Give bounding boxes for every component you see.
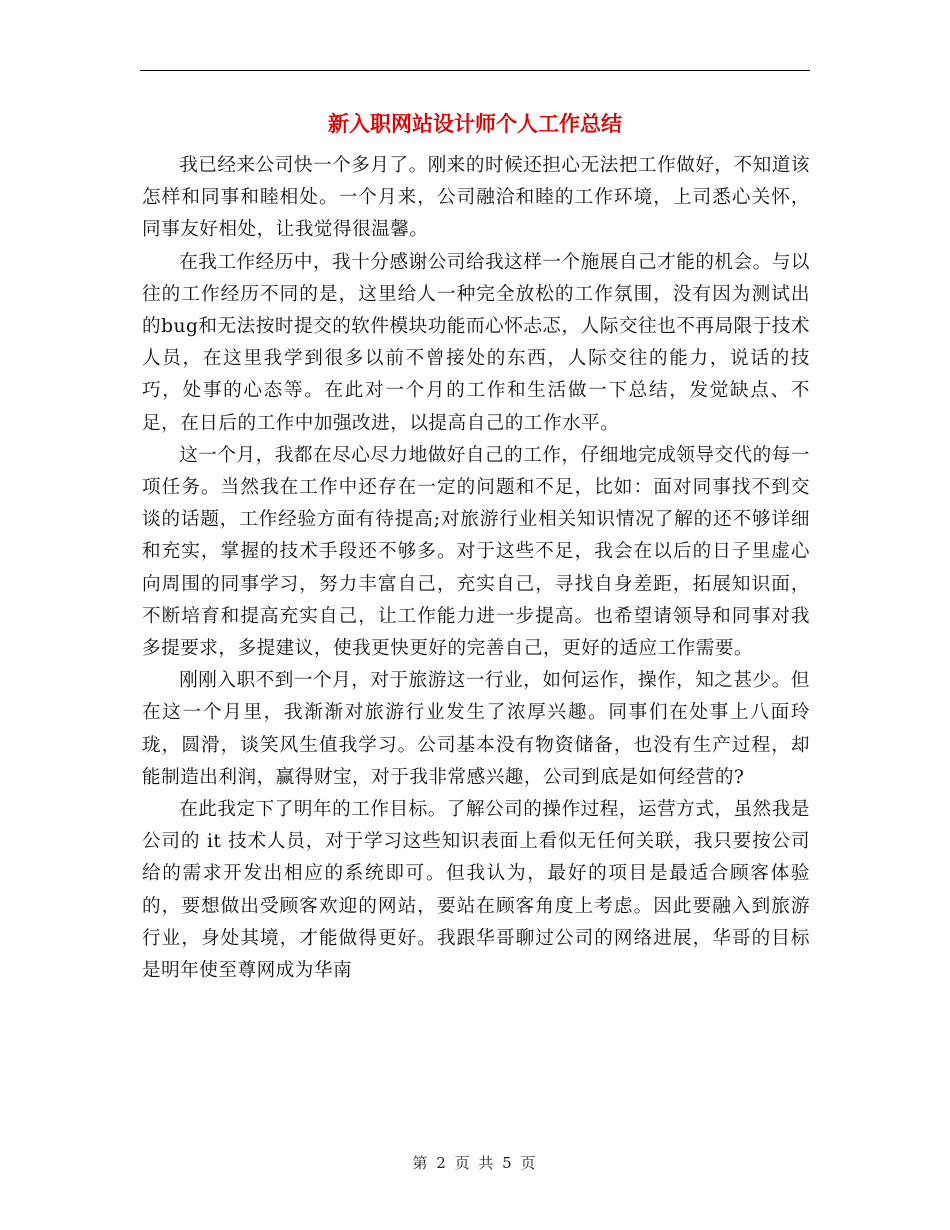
page-title: 新入职网站设计师个人工作总结 [328,111,622,136]
paragraph-2: 在我工作经历中，我十分感谢公司给我这样一个施展自己才能的机会。与以往的工作经历不同的是，这里给人一种完全放松的工作氛围，没有因为测试出的bug和无法按时提交的软件模块功能而心怀忐忑，人际交往也不再局限于技术人员，在这里我学到很多以前不曾接处的东西，人际交往的能力，说话的技巧，处事的心态等。在此对一个月的工作和生活做一下总结，发觉缺点、不足，在日后的工作中加强改进，以提高自己的工作水平。 [142,251,810,434]
paragraph-3: 这一个月，我都在尽心尽力地做好自己的工作，仔细地完成领导交代的每一项任务。当然我在工作中还存在一定的问题和不足，比如：面对同事找不到交谈的话题，工作经验方面有待提高;对旅游行业相关知识情况了解的还不够详细和充实，掌握的技术手段还不够多。对于这些不足，我会在以后的日子里虚心向周围的同事学习，努力丰富自己，充实自己，寻找自身差距，拓展知识面，不断培育和提高充实自己，让工作能力进一步提高。也希望请领导和同事对我多提要求，多提建议，使我更快更好的完善自己，更好的适应工作需要。 [142,444,810,660]
paragraph-1: 我已经来公司快一个多月了。刚来的时候还担心无法把工作做好，不知道该怎样和同事和睦相处。一个月来，公司融洽和睦的工作环境，上司悉心关怀，同事友好相处，让我觉得很温馨。 [142,155,810,241]
page-number-footer: 第 2 页 共 5 页 [412,1154,538,1172]
header-rule [140,70,810,71]
paragraph-5: 在此我定下了明年的工作目标。了解公司的操作过程，运营方式，虽然我是公司的 it 技术人员，对于学习这些知识表面上看似无任何关联，我只要按公司给的需求开发出相应的系统即可。但我认为，最好的项目是最适合顾客体验的，要想做出受顾客欢迎的网站，要站在顾客角度上考虑。因此要融入到旅游行业，身处其境，才能做得更好。我跟华哥聊过公司的网络进展，华哥的目标是明年使至尊网成为华南 [142,799,810,982]
document-body [142,150,810,987]
paragraph-4: 刚刚入职不到一个月，对于旅游这一行业，如何运作，操作，知之甚少。但在这一个月里，我渐渐对旅游行业发生了浓厚兴趣。同事们在处事上八面玲珑，圆滑，谈笑风生值我学习。公司基本没有物资储备，也没有生产过程，却能制造出利润，赢得财宝，对于我非常感兴趣，公司到底是如何经营的? [142,670,810,788]
